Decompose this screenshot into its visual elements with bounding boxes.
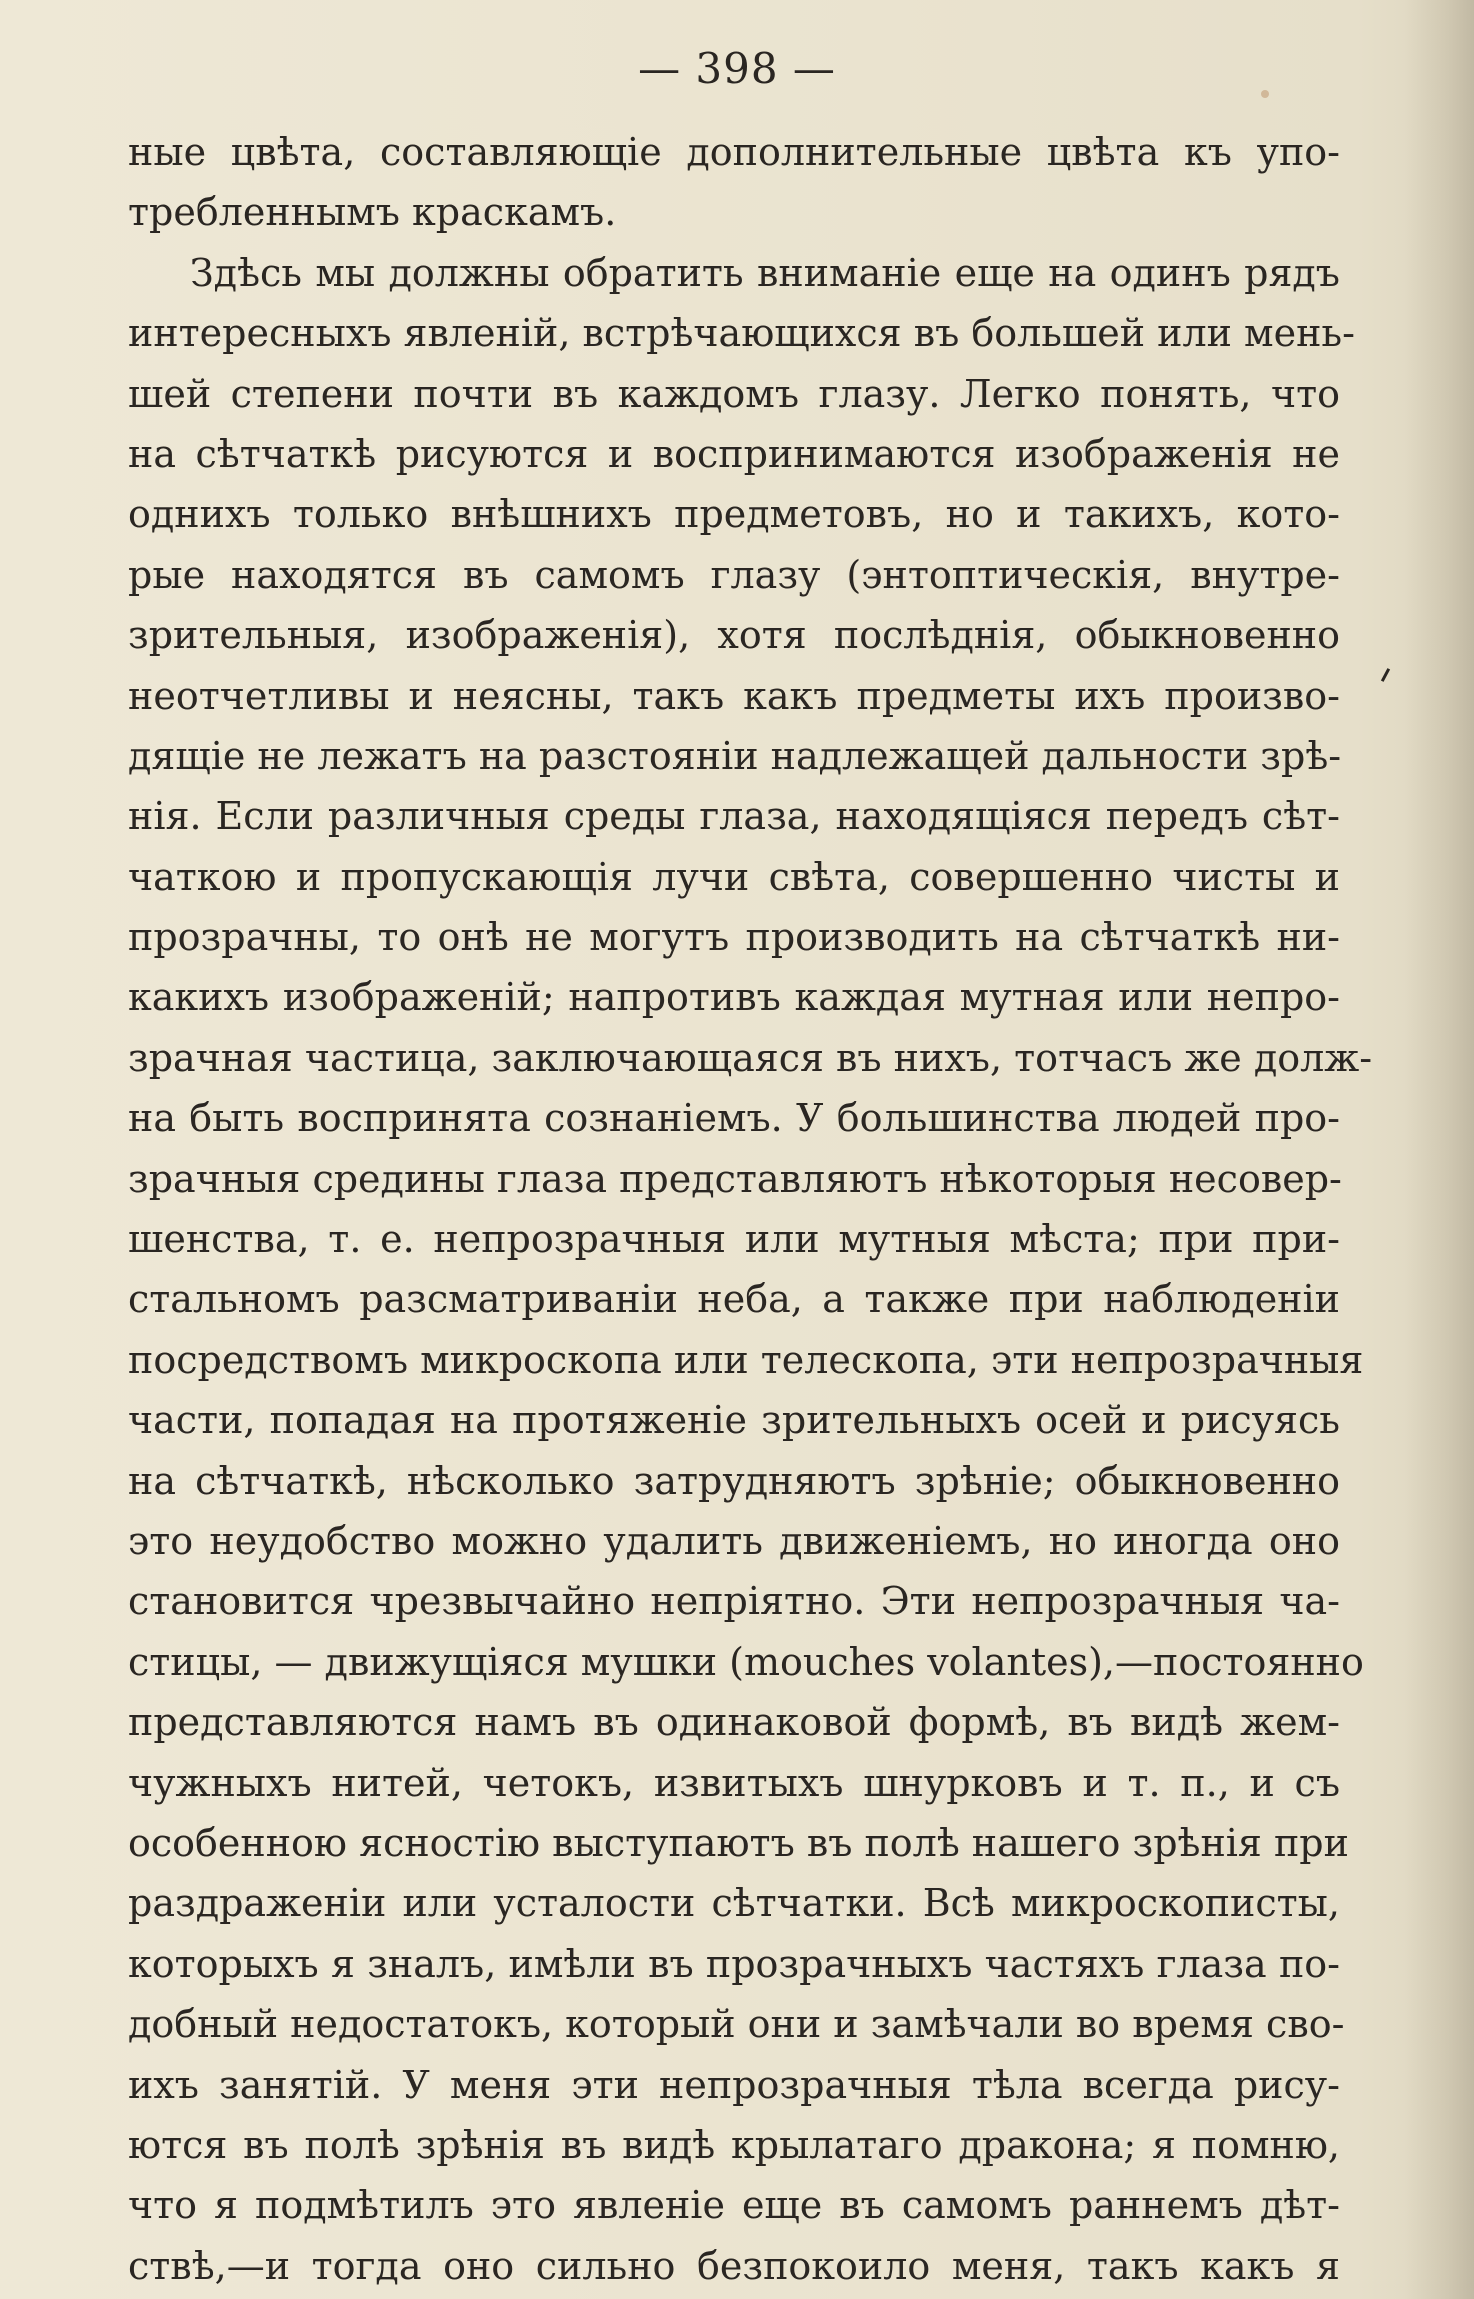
text-line: ные цвѣта, составляющіе дополнительные цвѣта къ упо- — [128, 130, 1340, 174]
text-line: посредствомъ микроскопа или телескопа, эти непрозрачныя — [128, 1337, 1364, 1382]
text-line: на быть воспринята сознаніемъ. У большинства людей про- — [128, 1096, 1340, 1141]
text-line: раздраженіи или усталости сѣтчатки. Всѣ микроскописты, — [128, 1881, 1340, 1926]
text-line: ются въ полѣ зрѣнія въ видѣ крылатаго дракона; я помню, — [128, 2122, 1340, 2167]
text-line: дящіе не лежатъ на разстояніи надлежащей дальности зрѣ- — [128, 733, 1342, 778]
text-line: однихъ только внѣшнихъ предметовъ, но и такихъ, кото- — [128, 492, 1340, 537]
text-line: прозрачны, то онѣ не могутъ производить на сѣтчаткѣ ни- — [128, 915, 1340, 960]
text-line: представляются намъ въ одинаковой формѣ, въ видѣ жем- — [128, 1700, 1340, 1745]
text-line: что я подмѣтилъ это явленіе еще въ самомъ раннемъ дѣт- — [128, 2183, 1340, 2228]
text-line: на сѣтчаткѣ, нѣсколько затрудняютъ зрѣніе; обыкновенно — [128, 1458, 1340, 1503]
text-line: стальномъ разсматриваніи неба, а также при наблюденіи — [128, 1277, 1340, 1322]
text-line: которыхъ я зналъ, имѣли въ прозрачныхъ частяхъ глаза по- — [128, 1941, 1340, 1986]
text-line: это неудобство можно удалить движеніемъ, но иногда оно — [128, 1518, 1340, 1563]
text-line: становится чрезвычайно непріятно. Эти непрозрачныя ча- — [128, 1579, 1340, 1624]
text-line: особенною ясностію выступаютъ въ полѣ нашего зрѣнія при — [128, 1820, 1349, 1865]
text-line: чужныхъ нитей, четокъ, извитыхъ шнурковъ и т. п., и съ — [128, 1760, 1340, 1805]
text-line: зрачныя средины глаза представляютъ нѣкоторыя несовер- — [128, 1156, 1342, 1201]
text-line: шей степени почти въ каждомъ глазу. Легко понять, что — [128, 371, 1340, 416]
text-line: какихъ изображеній; напротивъ каждая мутная или непро- — [128, 975, 1340, 1020]
text-line: чаткою и пропускающія лучи свѣта, совершенно чисты и — [128, 854, 1340, 899]
text-line: добный недостатокъ, который они и замѣчали во время сво- — [128, 2002, 1345, 2047]
page-number: — 398 — — [638, 44, 836, 93]
text-line: ствѣ,—и тогда оно сильно безпокоило меня, такъ какъ я — [128, 2243, 1340, 2288]
text-line: нія. Если различныя среды глаза, находящіяся передъ сѣт- — [128, 794, 1340, 839]
text-line: на сѣтчаткѣ рисуются и воспринимаются изображенія не — [128, 431, 1340, 476]
text-line: Здѣсь мы должны обратить вниманіе еще на одинъ рядъ — [190, 250, 1340, 295]
text-line: неотчетливы и неясны, такъ какъ предметы ихъ произво- — [128, 673, 1340, 718]
text-line: интересныхъ явленій, встрѣчающихся въ большей или мень- — [128, 311, 1355, 356]
body-text — [128, 122, 1373, 2296]
text-line: стицы, — движущіяся мушки (mouches volantes),—постоянно — [128, 1639, 1364, 1684]
page-edge-shadow — [1404, 0, 1474, 2299]
text-line: зрительныя, изображенія), хотя послѣднія, обыкновенно — [128, 613, 1340, 658]
text-line: требленнымъ краскамъ. — [128, 190, 617, 235]
margin-mark — [1381, 668, 1390, 682]
text-line: шенства, т. е. непрозрачныя или мутныя мѣста; при при- — [128, 1217, 1340, 1262]
text-line: зрачная частица, заключающаяся въ нихъ, тотчасъ же долж- — [128, 1035, 1373, 1080]
text-line: ихъ занятій. У меня эти непрозрачныя тѣла всегда рису- — [128, 2062, 1340, 2107]
text-line: рые находятся въ самомъ глазу (энтоптическія, внутре- — [128, 552, 1340, 597]
text-line: части, попадая на протяженіе зрительныхъ осей и рисуясь — [128, 1398, 1340, 1443]
